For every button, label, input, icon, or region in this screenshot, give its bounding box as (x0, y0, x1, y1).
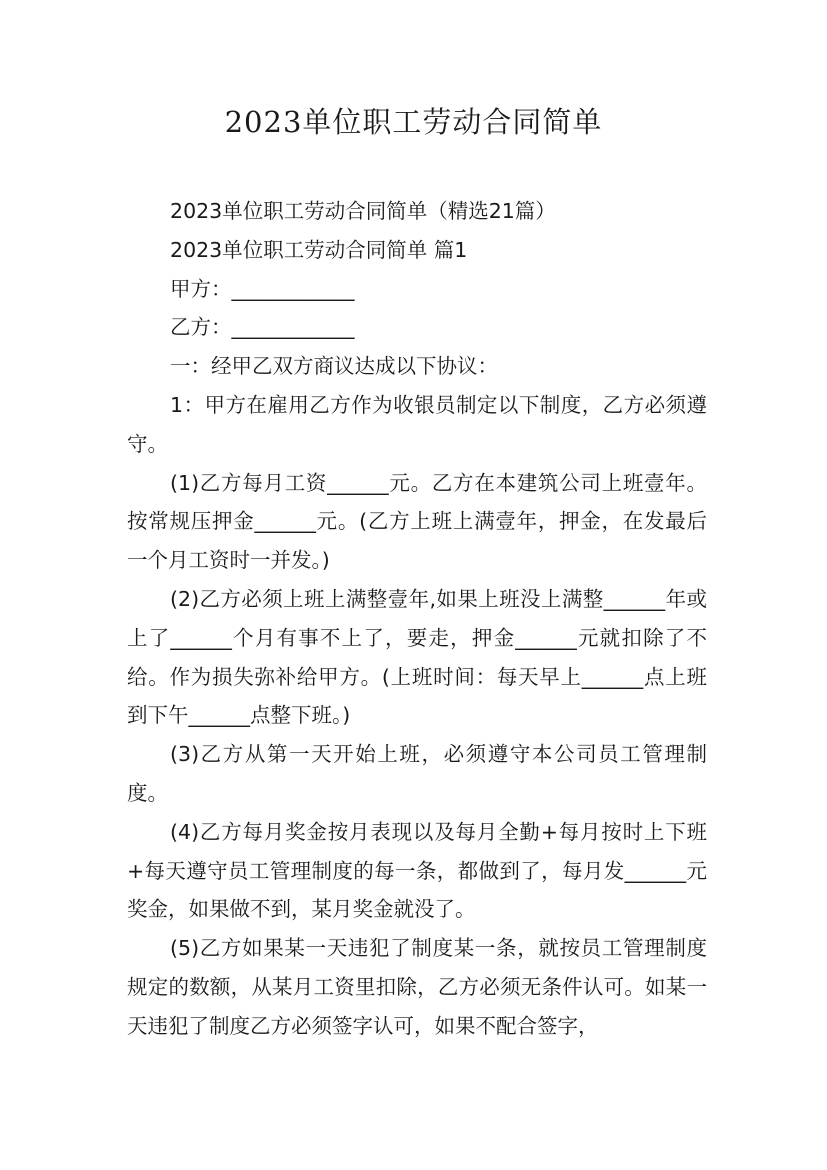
paragraph-agreement-intro: 一：经甲乙双方商议达成以下协议： (170, 354, 499, 379)
paragraph-subtitle: 2023单位职工劳动合同简单（精选21篇） (170, 199, 556, 223)
document-title: 2023单位职工劳动合同简单 (224, 105, 603, 139)
paragraph-item-1: (1)乙方每月工资______元。乙方在本建筑公司上班壹年。按常规压押金______元。(乙方上班上满壹年，押金，在发最后一个月工资时一并发。) (127, 470, 707, 573)
document-body (127, 192, 707, 1046)
paragraph-party-a: 甲方：____________ (170, 276, 355, 301)
paragraph-item-2: (2)乙方必须上班上满整壹年,如果上班没上满整______年或上了______个月有事不上了，要走，押金______元就扣除了不给。作为损失弥补给甲方。(上班时间：每天早上______点上班到下午______点整下班。) (127, 586, 707, 728)
paragraph-party-b: 乙方：____________ (170, 315, 355, 340)
paragraph-clause-1: 1：甲方在雇用乙方作为收银员制定以下制度，乙方必须遵守。 (127, 392, 707, 456)
paragraph-item-5: (5)乙方如果某一天违犯了制度某一条，就按员工管理制度规定的数额，从某月工资里扣除，乙方必须无条件认可。如某一天违犯了制度乙方必须签字认可，如果不配合签字， (127, 936, 707, 1038)
paragraph-item-3: (3)乙方从第一天开始上班，必须遵守本公司员工管理制度。 (127, 742, 707, 805)
paragraph-section-heading: 2023单位职工劳动合同简单 篇1 (170, 237, 468, 262)
paragraph-item-4: (4)乙方每月奖金按月表现以及每月全勤+每月按时上下班+每天遵守员工管理制度的每一条，都做到了，每月发______元奖金，如果做不到，某月奖金就没了。 (127, 819, 707, 922)
